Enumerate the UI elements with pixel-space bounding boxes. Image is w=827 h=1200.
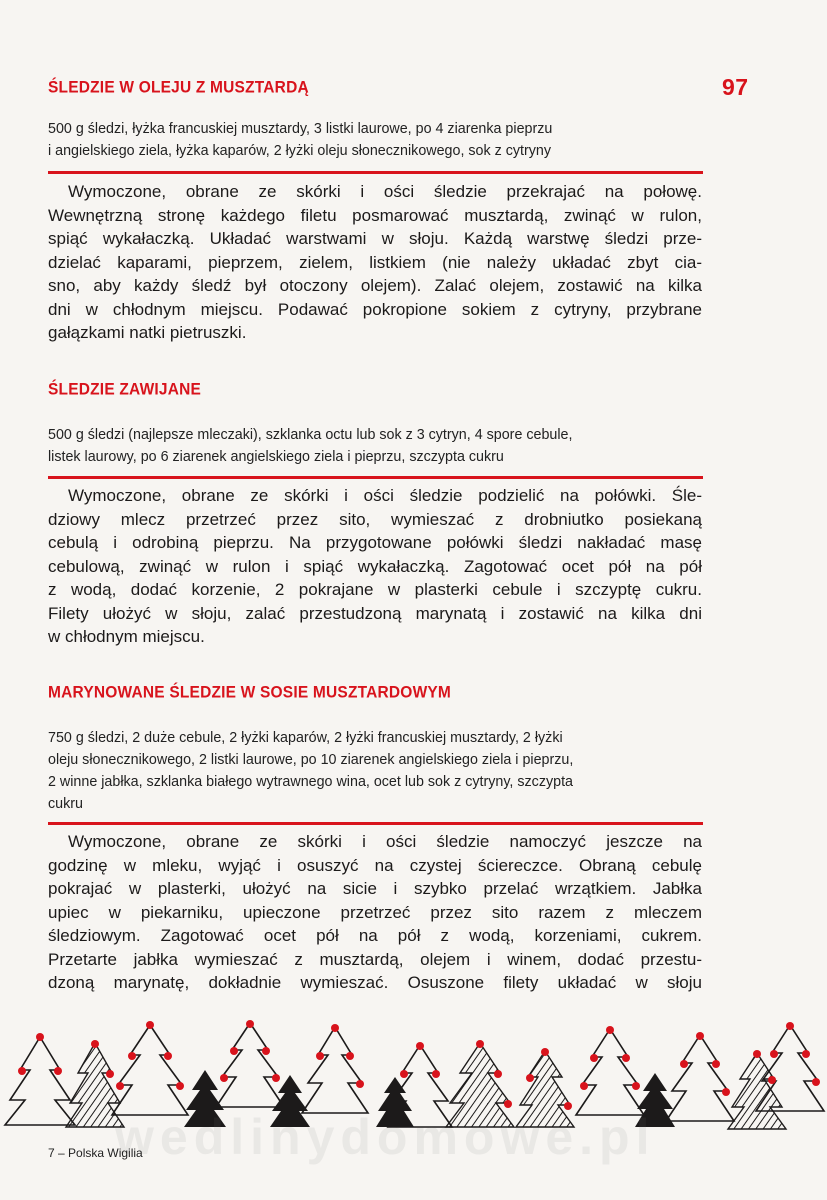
instruction-line: cebulową, zwinąć w rulon i spiąć wykałaczką. Zagotować ocet pół na pół xyxy=(48,556,702,576)
ingredients-line: 2 winne jabłka, szklanka białego wytrawnego wina, ocet lub sok z cytryny, szczypta xyxy=(48,774,573,790)
ingredients-line: 750 g śledzi, 2 duże cebule, 2 łyżki kaparów, 2 łyżki francuskiej musztardy, 2 łyżki xyxy=(48,730,563,746)
ingredients-line: 500 g śledzi (najlepsze mleczaki), szklanka octu lub sok z 3 cytryn, 4 spore cebule, xyxy=(48,427,573,443)
instruction-line: dzoną marynatę, dokładnie wymieszać. Osuszone filety układać w słoju xyxy=(48,973,702,992)
instruction-line: godzinę w mleku, wyjąć i osuszyć na czystej ściereczce. Obraną cebulę xyxy=(48,855,702,875)
instructions-text xyxy=(48,180,702,345)
instruction-line: upiec w piekarniku, upieczone przetrzeć przez sito razem z mleczem xyxy=(48,902,702,922)
instruction-line: w chłodnym miejscu. xyxy=(48,627,205,646)
instruction-line: dziowy mlecz przetrzeć przez sito, wymieszać z drobniutko posiekaną xyxy=(48,509,702,529)
instructions-text xyxy=(48,830,702,995)
ingredients-line: oleju słonecznikowego, 2 listki laurowe, po 10 ziarenek angielskiego ziela i pieprzu, xyxy=(48,752,574,768)
recipe-title: ŚLEDZIE W OLEJU Z MUSZTARDĄ xyxy=(48,78,309,97)
instruction-line: cebulą i odrobiną pieprzu. Na przygotowane połówki śledzi nakładać masę xyxy=(48,533,702,552)
instruction-line: sno, aby każdy śledź był otoczony olejem). Zalać olejem, zostawić na kilka xyxy=(48,276,702,295)
section-divider xyxy=(48,476,703,479)
section-divider xyxy=(48,822,703,825)
ingredients-line: 500 g śledzi, łyżka francuskiej musztardy, 3 listki laurowe, po 4 ziarenka pieprzu xyxy=(48,121,553,137)
instruction-line: dni w chłodnym miejscu. Podawać pokropione sokiem z cytryny, przybrane xyxy=(48,299,702,319)
section-divider xyxy=(48,171,703,174)
instructions-text xyxy=(48,484,702,649)
ingredients-list xyxy=(48,118,702,162)
ingredients-list xyxy=(48,424,702,468)
instruction-line: Wewnętrzną stronę każdego filetu posmarować musztardą, zwinąć w rulon, xyxy=(48,205,702,225)
instruction-line: dzielać kaparami, pieprzem, zielem, listkiem (nie należy układać zbyt cia- xyxy=(48,252,702,272)
ingredients-list xyxy=(48,727,702,815)
instruction-line: Wymoczone, obrane ze skórki i ości śledzie namoczyć jeszcze na xyxy=(68,832,702,851)
ingredients-line: listek laurowy, po 6 ziarenek angielskiego ziela i pieprzu, szczypta cukru xyxy=(48,449,504,465)
instruction-line: Filety ułożyć w słoju, zalać przestudzoną marynatą i zostawić na kilka dni xyxy=(48,603,702,623)
instruction-line: Wymoczone, obrane ze skórki i ości śledzie przekrajać na połowę. xyxy=(68,182,702,201)
instruction-line: gałązkami natki pietruszki. xyxy=(48,323,247,342)
instruction-line: spiąć wykałaczką. Układać warstwami w słoju. Każdą warstwę śledzi prze- xyxy=(48,229,702,248)
footer-note: 7 – Polska Wigilia xyxy=(48,1146,143,1160)
instruction-line: pokrajać w plasterki, ułożyć na sicie i szybko przelać wrzątkiem. Jabłka xyxy=(48,879,702,898)
watermark: wedlinydomowe.pl xyxy=(115,1109,656,1165)
instruction-line: śledziowym. Zagotować ocet pół na pół z wodą, korzeniami, cukrem. xyxy=(48,926,702,945)
instruction-line: Wymoczone, obrane ze skórki i ości śledzie podzielić na połówki. Śle- xyxy=(68,486,702,505)
instruction-line: z wodą, dodać korzenie, 2 pokrajane w plasterki cebule i szczyptę cukru. xyxy=(48,580,702,599)
ingredients-line: i angielskiego ziela, łyżka kaparów, 2 łyżki oleju słonecznikowego, sok z cytryny xyxy=(48,143,552,159)
instruction-line: Przetarte jabłka wymieszać z musztardą, olejem i winem, dodać przestu- xyxy=(48,949,702,969)
recipe-title: ŚLEDZIE ZAWIJANE xyxy=(48,380,202,399)
page-number: 97 xyxy=(722,74,749,100)
ingredients-line: cukru xyxy=(48,796,83,812)
recipe-title: MARYNOWANE ŚLEDZIE W SOSIE MUSZTARDOWYM xyxy=(48,683,452,702)
